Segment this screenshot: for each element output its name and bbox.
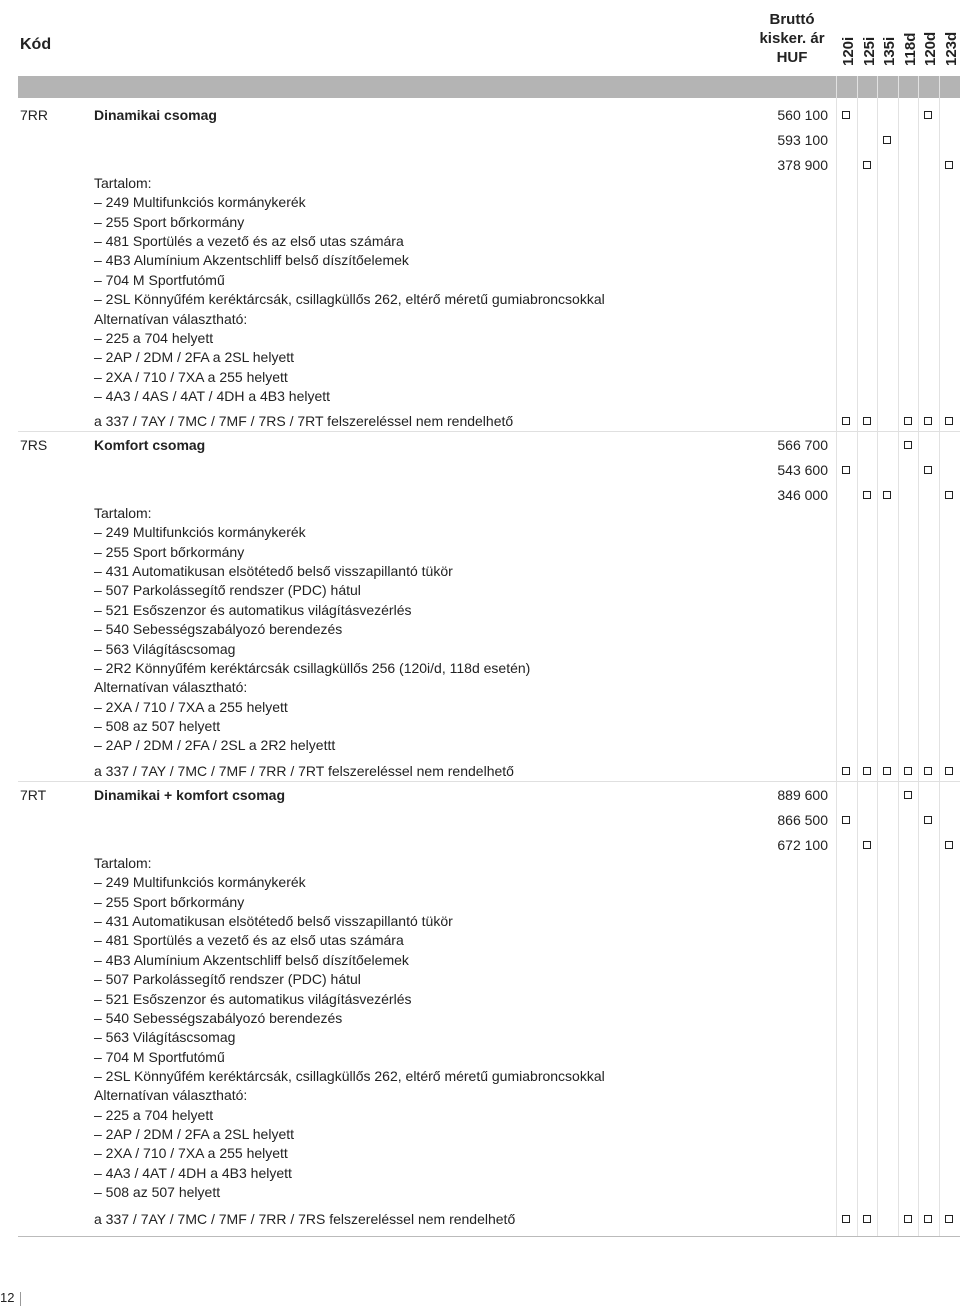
content-line: – 704 M Sportfutómű	[94, 271, 225, 288]
content-line: – 2AP / 2DM / 2FA a 2SL helyett	[94, 1125, 295, 1142]
content-line: – 521 Esőszenzor és automatikus világításvezérlés	[94, 601, 412, 618]
package-price: 346 000	[777, 487, 828, 503]
availability-box	[924, 767, 932, 775]
content-line: – 249 Multifunkciós kormánykerék	[94, 524, 306, 541]
content-line: – 2AP / 2DM / 2FA / 2SL a 2R2 helyettt	[94, 737, 336, 754]
availability-box	[842, 1215, 850, 1223]
package-price: 543 600	[777, 462, 828, 478]
table-end-line	[18, 1236, 960, 1237]
content-line: – 2XA / 710 / 7XA a 255 helyett	[94, 368, 288, 385]
package-price: 866 500	[777, 812, 828, 828]
content-line: – 4B3 Alumínium Akzentschliff belső díszítőelemek	[94, 252, 409, 269]
model-column-header: 123d	[943, 31, 960, 66]
availability-box	[863, 841, 871, 849]
content-line: – 563 Világításcsomag	[94, 1029, 236, 1046]
content-line: – 2XA / 710 / 7XA a 255 helyett	[94, 698, 288, 715]
content-line: – 521 Esőszenzor és automatikus világításvezérlés	[94, 990, 412, 1007]
availability-box	[945, 161, 953, 169]
content-line: – 431 Automatikusan elsötétedő belső visszapillantó tükör	[94, 913, 453, 929]
availability-box	[863, 491, 871, 499]
package-price: 593 100	[777, 132, 828, 148]
content-line: – 255 Sport bőrkormány	[94, 893, 245, 910]
content-line: Tartalom:	[94, 855, 152, 871]
content-line: Alternatívan választható:	[94, 310, 248, 327]
availability-box	[945, 417, 953, 425]
availability-box	[842, 417, 850, 425]
content-line: – 2XA / 710 / 7XA a 255 helyett	[94, 1145, 288, 1162]
package-price: 672 100	[777, 837, 828, 853]
content-line: – 2R2 Könnyűfém keréktárcsák csillagküllős 256 (120i/d, 118d esetén)	[94, 659, 531, 676]
content-line: – 540 Sebességszabályozó berendezés	[94, 621, 343, 638]
content-line: – 507 Parkolássegítő rendszer (PDC) hátul	[94, 582, 361, 599]
availability-box	[863, 417, 871, 425]
table-header	[0, 0, 960, 76]
package-code: 7RR	[20, 107, 49, 123]
model-column-divider	[877, 76, 878, 1236]
content-line: – 2SL Könnyűfém keréktárcsák, csillagküllős 262, eltérő méretű gumiabroncsokkal	[94, 1067, 605, 1084]
content-line: – 255 Sport bőrkormány	[94, 543, 245, 560]
footer-divider	[20, 1292, 21, 1306]
content-line: Tartalom:	[94, 505, 152, 521]
availability-box	[924, 111, 932, 119]
content-line: – 4A3 / 4AS / 4AT / 4DH a 4B3 helyett	[94, 387, 331, 404]
content-line: – 507 Parkolássegítő rendszer (PDC) hátul	[94, 971, 361, 988]
content-line: – 4A3 / 4AT / 4DH a 4B3 helyett	[94, 1164, 292, 1181]
content-line: Tartalom:	[94, 175, 152, 191]
restriction-note: a 337 / 7AY / 7MC / 7MF / 7RR / 7RS felszereléssel nem rendelhető	[94, 1211, 516, 1227]
content-line: – 508 az 507 helyett	[94, 1184, 221, 1200]
availability-box	[863, 767, 871, 775]
package-code: 7RT	[20, 787, 47, 803]
availability-box	[842, 767, 850, 775]
content-line: – 431 Automatikusan elsötétedő belső visszapillantó tükör	[94, 563, 453, 579]
availability-box	[945, 1215, 953, 1223]
content-line: – 249 Multifunkciós kormánykerék	[94, 874, 306, 891]
model-column-divider	[836, 76, 837, 1236]
model-column-divider	[857, 76, 858, 1236]
availability-box	[883, 136, 891, 144]
availability-box	[904, 791, 912, 799]
content-line: Alternatívan választható:	[94, 1087, 248, 1104]
package-separator	[18, 781, 960, 782]
restriction-note: a 337 / 7AY / 7MC / 7MF / 7RS / 7RT felszereléssel nem rendelhető	[94, 413, 514, 429]
price-header-line: Bruttó	[769, 11, 815, 28]
availability-box	[883, 767, 891, 775]
content-line: – 704 M Sportfutómű	[94, 1048, 225, 1065]
availability-box	[904, 441, 912, 449]
content-line: – 540 Sebességszabályozó berendezés	[94, 1009, 343, 1026]
availability-box	[924, 1215, 932, 1223]
availability-box	[945, 491, 953, 499]
availability-box	[904, 1215, 912, 1223]
package-code: 7RS	[20, 437, 48, 453]
model-column-header: 135i	[881, 36, 898, 66]
content-line: – 508 az 507 helyett	[94, 717, 221, 734]
availability-box	[904, 417, 912, 425]
content-line: – 481 Sportülés a vezető és az első utas számára	[94, 233, 404, 250]
model-column-header: 118d	[902, 32, 919, 66]
availability-box	[924, 466, 932, 474]
price-header-line: kisker. ár	[759, 30, 825, 47]
content-line: – 481 Sportülés a vezető és az első utas számára	[94, 932, 404, 949]
availability-box	[904, 767, 912, 775]
availability-box	[924, 816, 932, 824]
package-title: Dinamikai + komfort csomag	[94, 787, 286, 803]
content-line: – 563 Világításcsomag	[94, 640, 236, 657]
content-line: – 2AP / 2DM / 2FA a 2SL helyett	[94, 349, 295, 366]
availability-box	[863, 1215, 871, 1223]
header-bar	[18, 76, 960, 98]
package-price: 889 600	[777, 787, 828, 803]
package-separator	[18, 431, 960, 432]
package-price: 566 700	[777, 437, 828, 453]
package-title: Komfort csomag	[94, 437, 206, 453]
availability-box	[924, 417, 932, 425]
availability-box	[883, 491, 891, 499]
package-price: 378 900	[777, 157, 828, 173]
availability-box	[842, 816, 850, 824]
model-column-header: 120i	[840, 36, 857, 66]
availability-box	[842, 466, 850, 474]
content-line: – 225 a 704 helyett	[94, 329, 214, 346]
price-column-header	[742, 10, 842, 67]
price-header-line: HUF	[776, 49, 808, 66]
content-line: – 255 Sport bőrkormány	[94, 213, 245, 230]
availability-box	[863, 161, 871, 169]
model-column-divider	[939, 76, 940, 1236]
content-line: – 225 a 704 helyett	[94, 1106, 214, 1123]
code-column-header: Kód	[20, 36, 52, 53]
model-column-divider	[918, 76, 919, 1236]
package-title: Dinamikai csomag	[94, 107, 217, 123]
availability-box	[945, 767, 953, 775]
content-line: – 4B3 Alumínium Akzentschliff belső díszítőelemek	[94, 951, 409, 968]
content-line: – 249 Multifunkciós kormánykerék	[94, 194, 306, 211]
availability-box	[842, 111, 850, 119]
content-line: Alternatívan választható:	[94, 679, 248, 696]
availability-box	[945, 841, 953, 849]
model-column-header: 120d	[922, 31, 939, 66]
model-column-header: 125i	[861, 36, 878, 66]
model-column-divider	[898, 76, 899, 1236]
content-line: – 2SL Könnyűfém keréktárcsák, csillagküllős 262, eltérő méretű gumiabroncsokkal	[94, 291, 605, 308]
restriction-note: a 337 / 7AY / 7MC / 7MF / 7RR / 7RT felszereléssel nem rendelhető	[94, 763, 514, 779]
page-number: 12	[0, 1290, 15, 1305]
package-price: 560 100	[777, 107, 828, 123]
